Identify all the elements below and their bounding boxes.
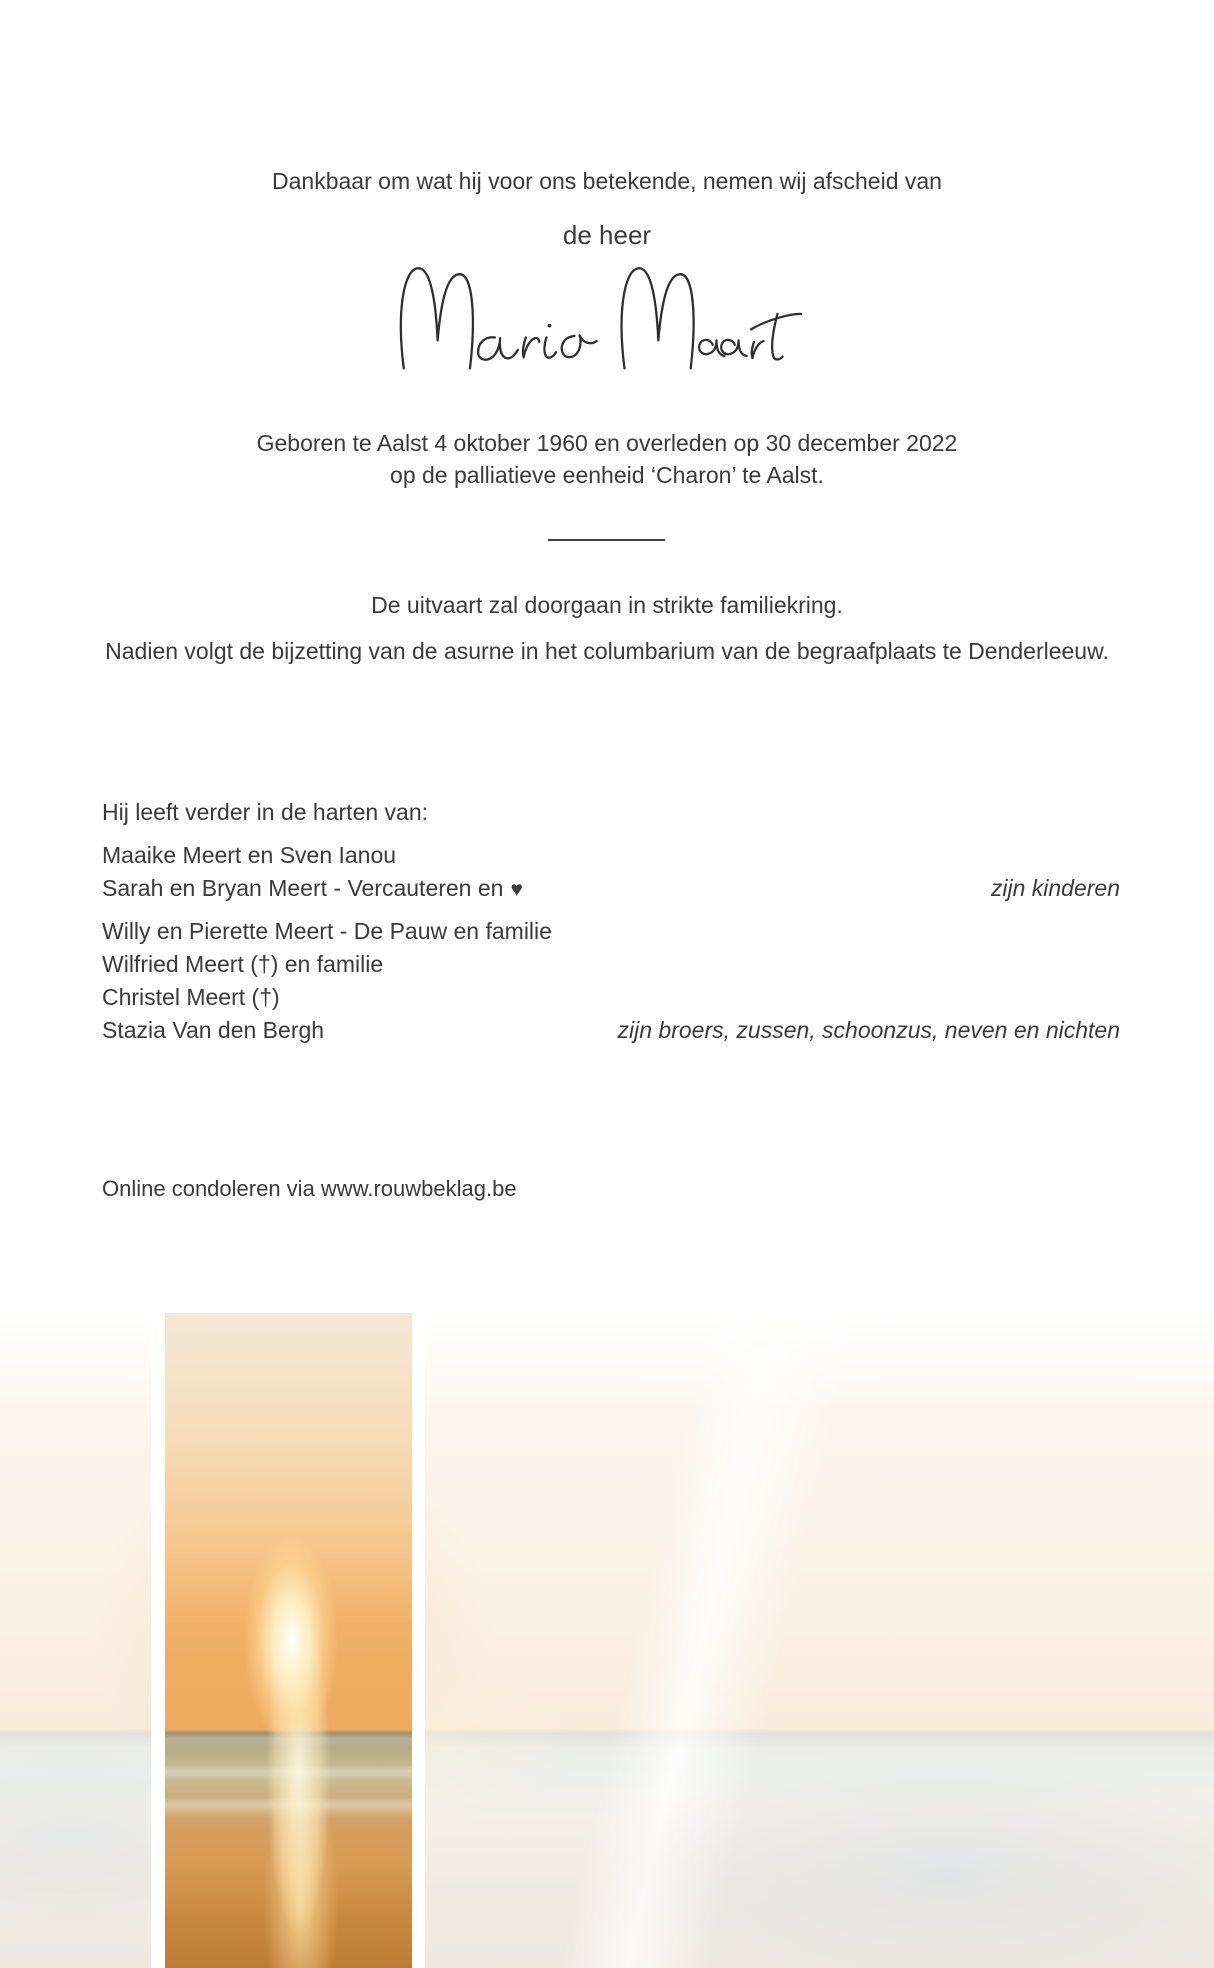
family-group-children bbox=[102, 839, 1120, 906]
birth-death-block bbox=[0, 427, 1214, 491]
family-line: Wilfried Meert (†) en familie bbox=[102, 951, 384, 977]
sunset-image bbox=[165, 1313, 412, 1968]
heart-icon: ♥ bbox=[510, 878, 523, 901]
family-group-siblings bbox=[102, 915, 1120, 1047]
signature-svg bbox=[392, 258, 804, 386]
salutation-line: de heer bbox=[562, 220, 652, 250]
family-line: Sarah en Bryan Meert - Vercauteren en bbox=[102, 875, 504, 901]
condolence-line: Online condoleren via www.rouwbeklag.be bbox=[102, 1176, 517, 1201]
family-line-with-relation bbox=[102, 872, 1120, 906]
birth-death-line-1: Geboren te Aalst 4 oktober 1960 en overleden op 30 december 2022 bbox=[256, 430, 958, 456]
divider-line bbox=[548, 539, 665, 541]
family-line: Christel Meert (†) bbox=[102, 984, 280, 1010]
funeral-line-1: De uitvaart zal doorgaan in strikte familiekring. bbox=[371, 592, 843, 618]
memorial-photo bbox=[0, 1313, 1214, 1968]
funeral-line-2: Nadien volgt de bijzetting van de asurne in het columbarium van de begraafplaats te Denderleeuw. bbox=[105, 638, 1109, 664]
family-line: Maaike Meert en Sven Ianou bbox=[102, 842, 397, 868]
survivors-heading: Hij leeft verder in de harten van: bbox=[102, 799, 429, 825]
relation-label-siblings: zijn broers, zussen, schoonzus, neven en nichten bbox=[617, 1017, 1120, 1043]
intro-line: Dankbaar om wat hij voor ons betekende, nemen wij afscheid van bbox=[272, 168, 942, 194]
family-line-with-relation bbox=[102, 1014, 1120, 1047]
family-line: Willy en Pierette Meert - De Pauw en familie bbox=[102, 918, 552, 944]
birth-death-line-2: op de palliatieve eenheid ‘Charon’ te Aalst. bbox=[390, 462, 824, 488]
photo-sunset-strip bbox=[151, 1313, 425, 1968]
relation-label-children: zijn kinderen bbox=[990, 875, 1120, 901]
deceased-name-signature bbox=[392, 258, 804, 386]
family-names bbox=[102, 872, 523, 906]
family-line: Stazia Van den Bergh bbox=[102, 1017, 325, 1043]
